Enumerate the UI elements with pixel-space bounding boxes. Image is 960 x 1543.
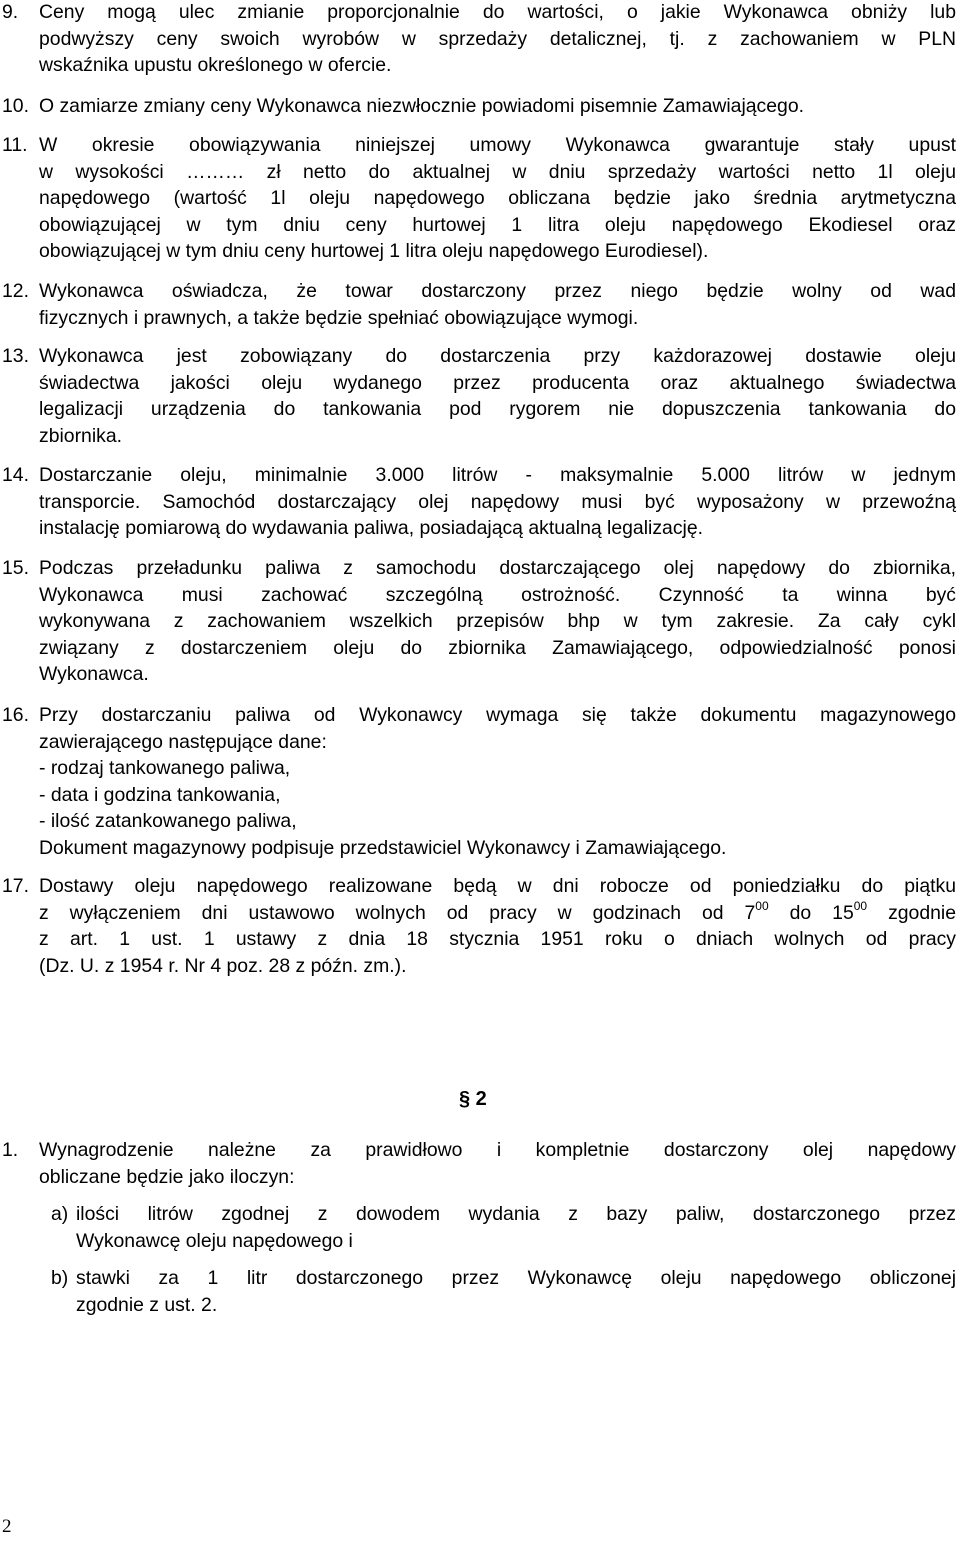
- page-number: 2: [2, 1516, 12, 1537]
- text-line: w wysokości ……… zł netto do aktualnej w dniu sprzedaży wartości netto 1l oleju: [39, 160, 956, 183]
- clause-number: 1.: [2, 1139, 19, 1161]
- text-line: napędowego (wartość 1l oleju napędowego obliczana będzie jako średnia arytmetyczna: [39, 187, 956, 210]
- text-line: Wynagrodzenie należne za prawidłowo i kompletnie dostarczony olej napędowy: [39, 1139, 956, 1161]
- text-line: fizycznych i prawnych, a także będzie spełniać obowiązujące wymogi.: [39, 306, 639, 329]
- text-line: Wykonawca musi zachować szczególną ostrożność. Czynność ta winna być: [39, 583, 956, 606]
- text-line: zbiornika.: [39, 424, 122, 447]
- list-item: - ilość zatankowanego paliwa,: [39, 810, 297, 833]
- text-line: Wykonawca oświadcza, że towar dostarczony przez niego będzie wolny od wad: [39, 280, 956, 302]
- clause-14: [0, 462, 956, 542]
- clause-15: [0, 555, 956, 688]
- text-line: stawki za 1 litr dostarczonego przez Wykonawcę oleju napędowego obliczonej: [76, 1267, 956, 1289]
- text-line: instalację pomiarową do wydawania paliwa, posiadającą aktualną legalizację.: [39, 517, 703, 540]
- clause-text: [39, 93, 956, 120]
- text-line: Dostarczanie oleju, minimalnie 3.000 litrów - maksymalnie 5.000 litrów w jednym: [39, 464, 956, 486]
- list-item: - rodzaj tankowanego paliwa,: [39, 757, 291, 780]
- text-line: świadectwa jakości oleju wydanego przez producenta oraz aktualnego świadectwa: [39, 371, 956, 394]
- subitem-text: [76, 1265, 956, 1318]
- subitem-label: a): [51, 1203, 69, 1225]
- text-line: transporcie. Samochód dostarczający olej napędowy musi być wyposażony w przewoźną: [39, 490, 956, 513]
- text-line: z art. 1 ust. 1 ustawy z dnia 18 stycznia 1951 roku o dniach wolnych od pracy: [39, 928, 956, 951]
- text-line: Przy dostarczaniu paliwa od Wykonawcy wymaga się także dokumentu magazynowego: [39, 704, 956, 726]
- text-line: Wykonawca jest zobowiązany do dostarczenia przy każdorazowej dostawie oleju: [39, 345, 956, 367]
- subitem-b: [39, 1265, 956, 1318]
- text-line: O zamiarze zmiany ceny Wykonawca niezwłocznie powiadomi pisemnie Zamawiającego.: [39, 95, 804, 117]
- list-item: - data i godzina tankowania,: [39, 783, 281, 806]
- clause-number: 13.: [2, 345, 29, 367]
- clause-text: [39, 278, 956, 331]
- text-line: Wykonawcę oleju napędowego i: [76, 1229, 353, 1252]
- text-line: obowiązującej w tym dniu ceny hurtowej 1 litra oleju napędowego Ekodiesel oraz: [39, 213, 956, 236]
- clause-text: [39, 462, 956, 542]
- text-line: obliczane będzie jako iloczyn:: [39, 1165, 295, 1188]
- clause-number: 14.: [2, 464, 29, 486]
- clause-17: [0, 873, 956, 979]
- text-line: wykonywana z zachowaniem wszelkich przepisów bhp w tym zakresie. Za cały cykl: [39, 610, 956, 633]
- clause-number: 10.: [2, 95, 29, 117]
- clause-11: [0, 132, 956, 265]
- clause-text: [39, 343, 956, 449]
- text-line: podwyższy ceny swoich wyrobów w sprzedaży detalicznej, tj. z zachowaniem w PLN: [39, 27, 956, 50]
- text-line: wskaźnika upustu określonego w ofercie.: [39, 54, 392, 77]
- text-line: legalizacji urządzenia do tankowania pod rygorem nie dopuszczenia tankowania do: [39, 398, 956, 421]
- clause-9: [0, 0, 956, 79]
- clause-text: [39, 702, 956, 862]
- clause-number: 9.: [2, 1, 19, 23]
- clause-text: [39, 873, 956, 979]
- clause-10: [0, 93, 956, 120]
- subitem-label: b): [51, 1267, 69, 1289]
- subitem-text: [76, 1201, 956, 1254]
- text-line: z wyłączeniem dni ustawowo wolnych od pracy w godzinach od $7^{00}$ do $15^{00}$ zgodnie: [39, 898, 956, 924]
- text-line: ilości litrów zgodnej z dowodem wydania z bazy paliw, dostarczonego przez: [76, 1203, 956, 1225]
- text-line: (Dz. U. z 1954 r. Nr 4 poz. 28 z późn. zm.).: [39, 954, 407, 977]
- clause-number: 15.: [2, 557, 29, 579]
- text-line: Podczas przeładunku paliwa z samochodu dostarczającego olej napędowy do zbiornika,: [39, 557, 956, 579]
- text-line: W okresie obowiązywania niniejszej umowy Wykonawca gwarantuje stały upust: [39, 134, 956, 156]
- clause-16: [0, 702, 956, 862]
- subitem-a: [39, 1201, 956, 1254]
- clause-12: [0, 278, 956, 331]
- text-line: obowiązującej w tym dniu ceny hurtowej 1 litra oleju napędowego Eurodiesel).: [39, 240, 709, 263]
- section-2-clause-1: [0, 1137, 956, 1190]
- text-line: Dostawy oleju napędowego realizowane będą w dni robocze od poniedziałku do piątku: [39, 875, 956, 897]
- clause-number: 12.: [2, 280, 29, 302]
- clause-13: [0, 343, 956, 449]
- clause-number: 16.: [2, 704, 29, 726]
- clause-text: [39, 555, 956, 688]
- clause-number: 17.: [2, 875, 29, 897]
- text-line: Wykonawca.: [39, 663, 149, 686]
- clause-text: [39, 1137, 956, 1190]
- clause-text: [39, 0, 956, 79]
- text-line: zgodnie z ust. 2.: [76, 1293, 218, 1316]
- text-line: Ceny mogą ulec zmianie proporcjonalnie do wartości, o jakie Wykonawca obniży lub: [39, 1, 956, 23]
- text-line: zawierającego następujące dane:: [39, 730, 327, 753]
- text-line: związany z dostarczeniem oleju do zbiornika Zamawiającego, odpowiedzialność ponosi: [39, 636, 956, 659]
- clause-number: 11.: [2, 134, 28, 156]
- text-line: Dokument magazynowy podpisuje przedstawiciel Wykonawcy i Zamawiającego.: [39, 836, 727, 859]
- section-heading: § 2: [459, 1088, 487, 1110]
- clause-text: [39, 132, 956, 265]
